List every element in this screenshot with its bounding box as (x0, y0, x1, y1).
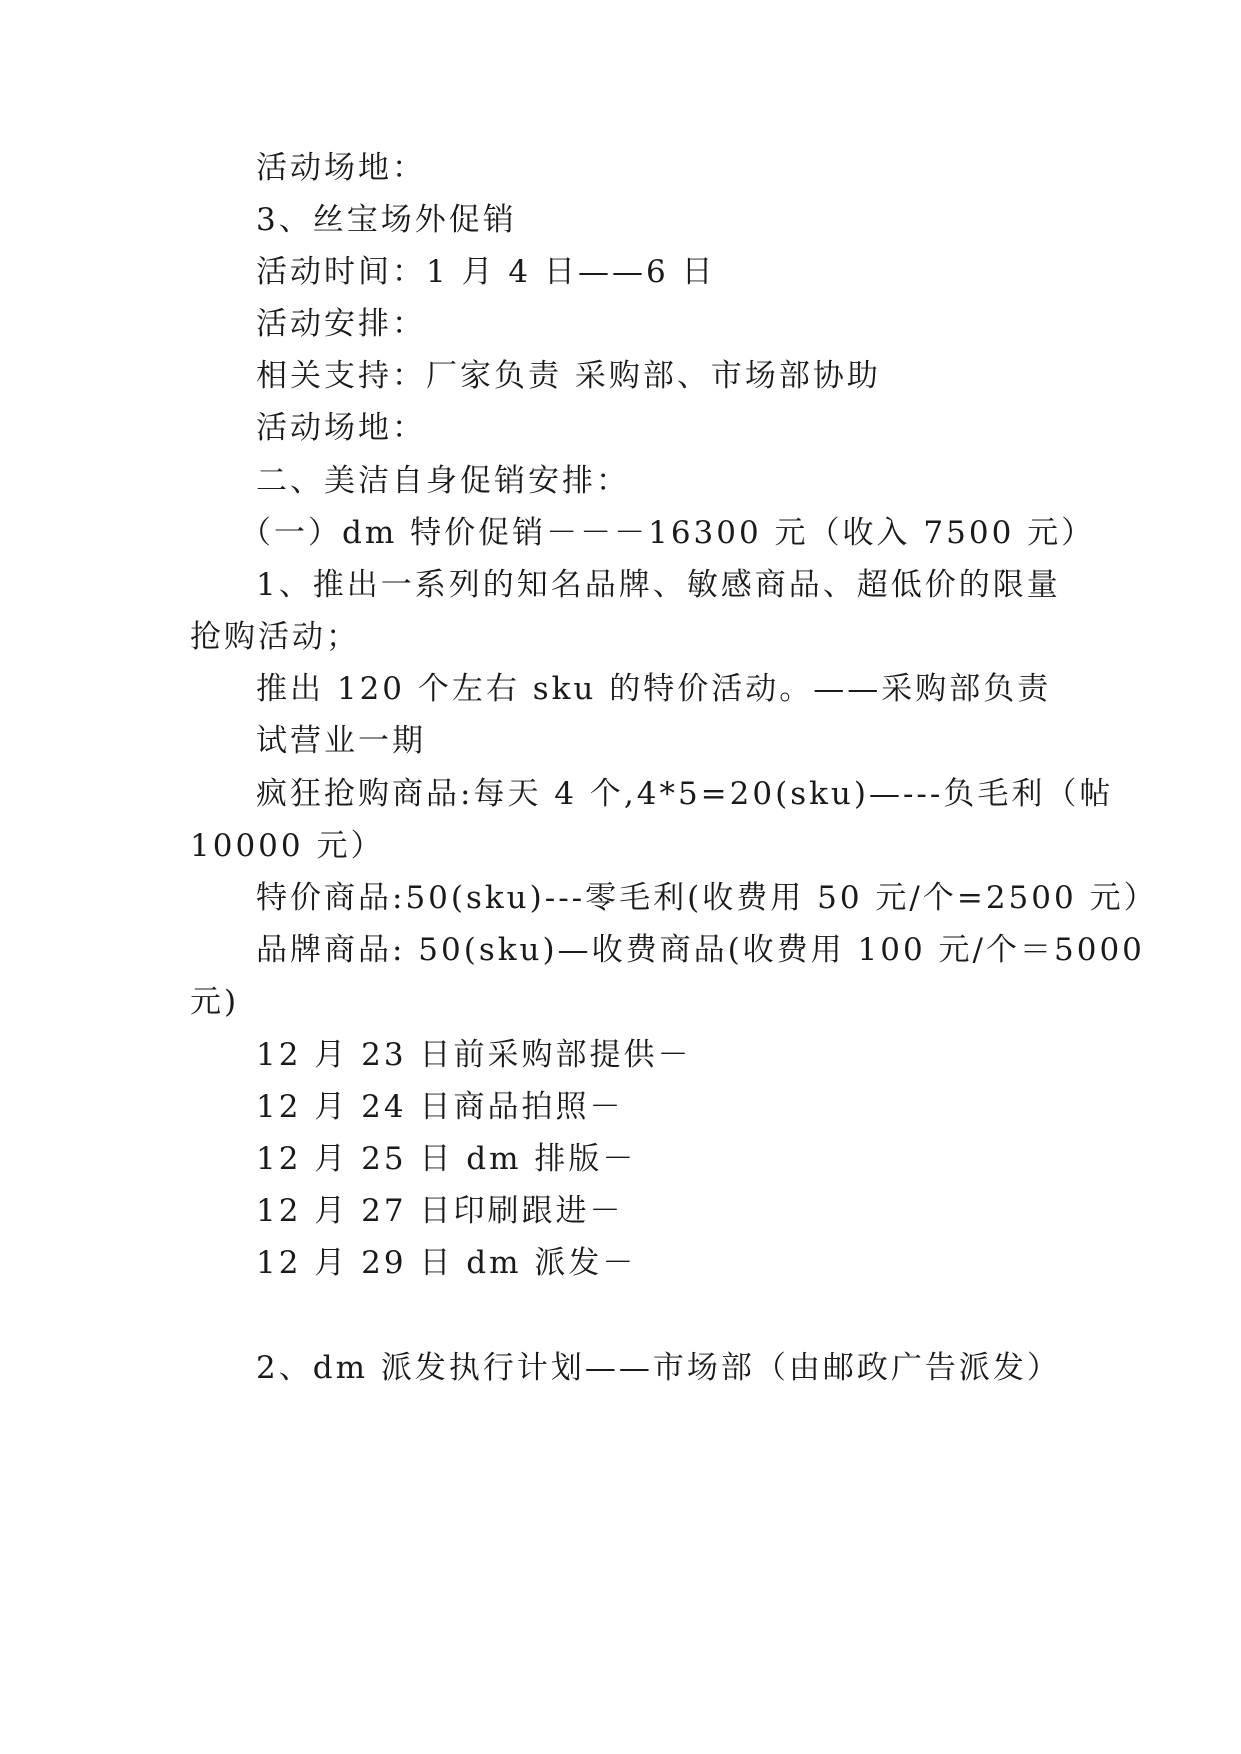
text-line: 活动时间：1 月 4 日——6 日 (256, 254, 716, 290)
text-line: 特价商品:50(sku)---零毛利(收费用 50 元/个=2500 元） (256, 880, 1158, 916)
text-line: 活动场地： (256, 150, 426, 186)
text-line: 推出 120 个左右 sku 的特价活动。——采购部负责 (256, 671, 1052, 707)
schedule-line: 12 月 23 日前采购部提供－ (256, 1037, 692, 1073)
subsection-heading: （一）dm 特价促销－－－16300 元（收入 7500 元） (240, 515, 1096, 551)
text-line: 抢购活动； (190, 619, 360, 655)
text-line: 1、推出一系列的知名品牌、敏感商品、超低价的限量 (256, 567, 1061, 603)
schedule-line: 12 月 29 日 dm 派发－ (256, 1245, 637, 1281)
text-line: 元) (190, 984, 240, 1020)
schedule-line: 12 月 27 日印刷跟进－ (256, 1193, 624, 1229)
text-line: 相关支持：厂家负责 采购部、市场部协助 (256, 358, 881, 394)
schedule-line: 12 月 25 日 dm 排版－ (256, 1141, 637, 1177)
text-line: 疯狂抢购商品:每天 4 个,4*5=20(sku)—---负毛利（帖 (256, 776, 1114, 812)
text-line: 品牌商品: 50(sku)—收费商品(收费用 100 元/个＝5000 (256, 932, 1145, 968)
section-heading: 二、美洁自身促销安排： (256, 463, 630, 499)
text-line: 3、丝宝场外促销 (256, 202, 517, 238)
schedule-line: 12 月 24 日商品拍照－ (256, 1089, 624, 1125)
text-line: 2、dm 派发执行计划——市场部（由邮政广告派发） (256, 1350, 1061, 1386)
text-line: 10000 元） (190, 828, 385, 864)
text-line: 活动场地： (256, 410, 426, 446)
text-line: 活动安排： (256, 306, 426, 342)
text-line: 试营业一期 (256, 723, 426, 759)
